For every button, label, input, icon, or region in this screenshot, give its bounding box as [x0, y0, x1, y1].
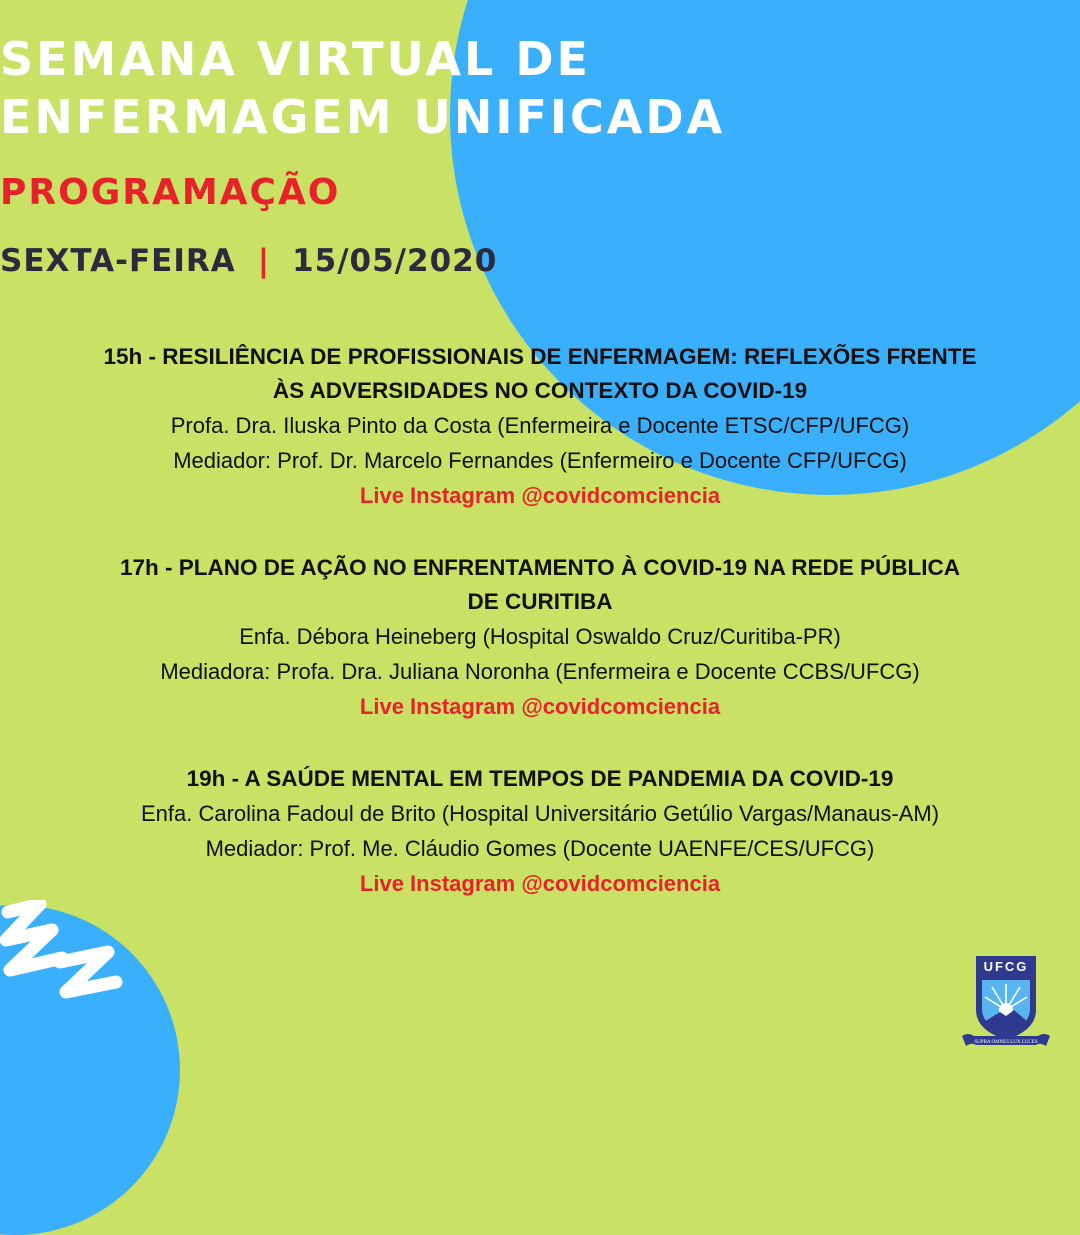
session-title-continued: DE CURITIBA [467, 589, 613, 614]
weekday-label: SEXTA-FEIRA [0, 243, 236, 279]
session-title: 15h - RESILIÊNCIA DE PROFISSIONAIS DE ENFERMAGEM: REFLEXÕES FRENTE [103, 344, 977, 369]
university-crest-icon [958, 952, 1054, 1050]
session-title-continued: ÀS ADVERSIDADES NO CONTEXTO DA COVID-19 [272, 378, 808, 403]
event-title [0, 30, 1080, 146]
session-live-link: Live Instagram @covidcomciencia [359, 694, 721, 719]
session-mediator: Mediador: Prof. Dr. Marcelo Fernandes (Enfermeiro e Docente CFP/UFCG) [173, 448, 907, 473]
session-live-link: Live Instagram @covidcomciencia [359, 483, 721, 508]
session-title: 19h - A SAÚDE MENTAL EM TEMPOS DE PANDEMIA DA COVID-19 [186, 766, 894, 791]
session-speaker: Enfa. Débora Heineberg (Hospital Oswaldo Cruz/Curitiba-PR) [239, 624, 841, 649]
session-mediator: Mediadora: Profa. Dra. Juliana Noronha (Enfermeira e Docente CCBS/UFCG) [160, 659, 920, 684]
event-title-line2: ENFERMAGEM UNIFICADA [0, 90, 726, 144]
squiggle-decoration-icon [0, 900, 130, 1020]
date-separator: | [257, 243, 271, 279]
program-heading: PROGRAMAÇÃO [0, 172, 341, 213]
session-17h [30, 551, 1050, 724]
session-mediator: Mediador: Prof. Me. Cláudio Gomes (Docente UAENFE/CES/UFCG) [205, 836, 875, 861]
session-title: 17h - PLANO DE AÇÃO NO ENFRENTAMENTO À COVID-19 NA REDE PÚBLICA [119, 555, 961, 580]
session-19h [30, 762, 1050, 901]
session-15h [30, 340, 1050, 513]
session-speaker: Profa. Dra. Iluska Pinto da Costa (Enfermeira e Docente ETSC/CFP/UFCG) [170, 413, 910, 438]
logo-name: UFCG [983, 959, 1029, 974]
logo-motto: SUPRA OMNES LUX LUCES [974, 1040, 1038, 1045]
date-label: 15/05/2020 [292, 243, 498, 279]
session-live-link: Live Instagram @covidcomciencia [359, 871, 721, 896]
date-line [0, 243, 1080, 279]
event-title-line1: SEMANA VIRTUAL DE [0, 32, 591, 86]
session-speaker: Enfa. Carolina Fadoul de Brito (Hospital Universitário Getúlio Vargas/Manaus-AM) [140, 801, 940, 826]
